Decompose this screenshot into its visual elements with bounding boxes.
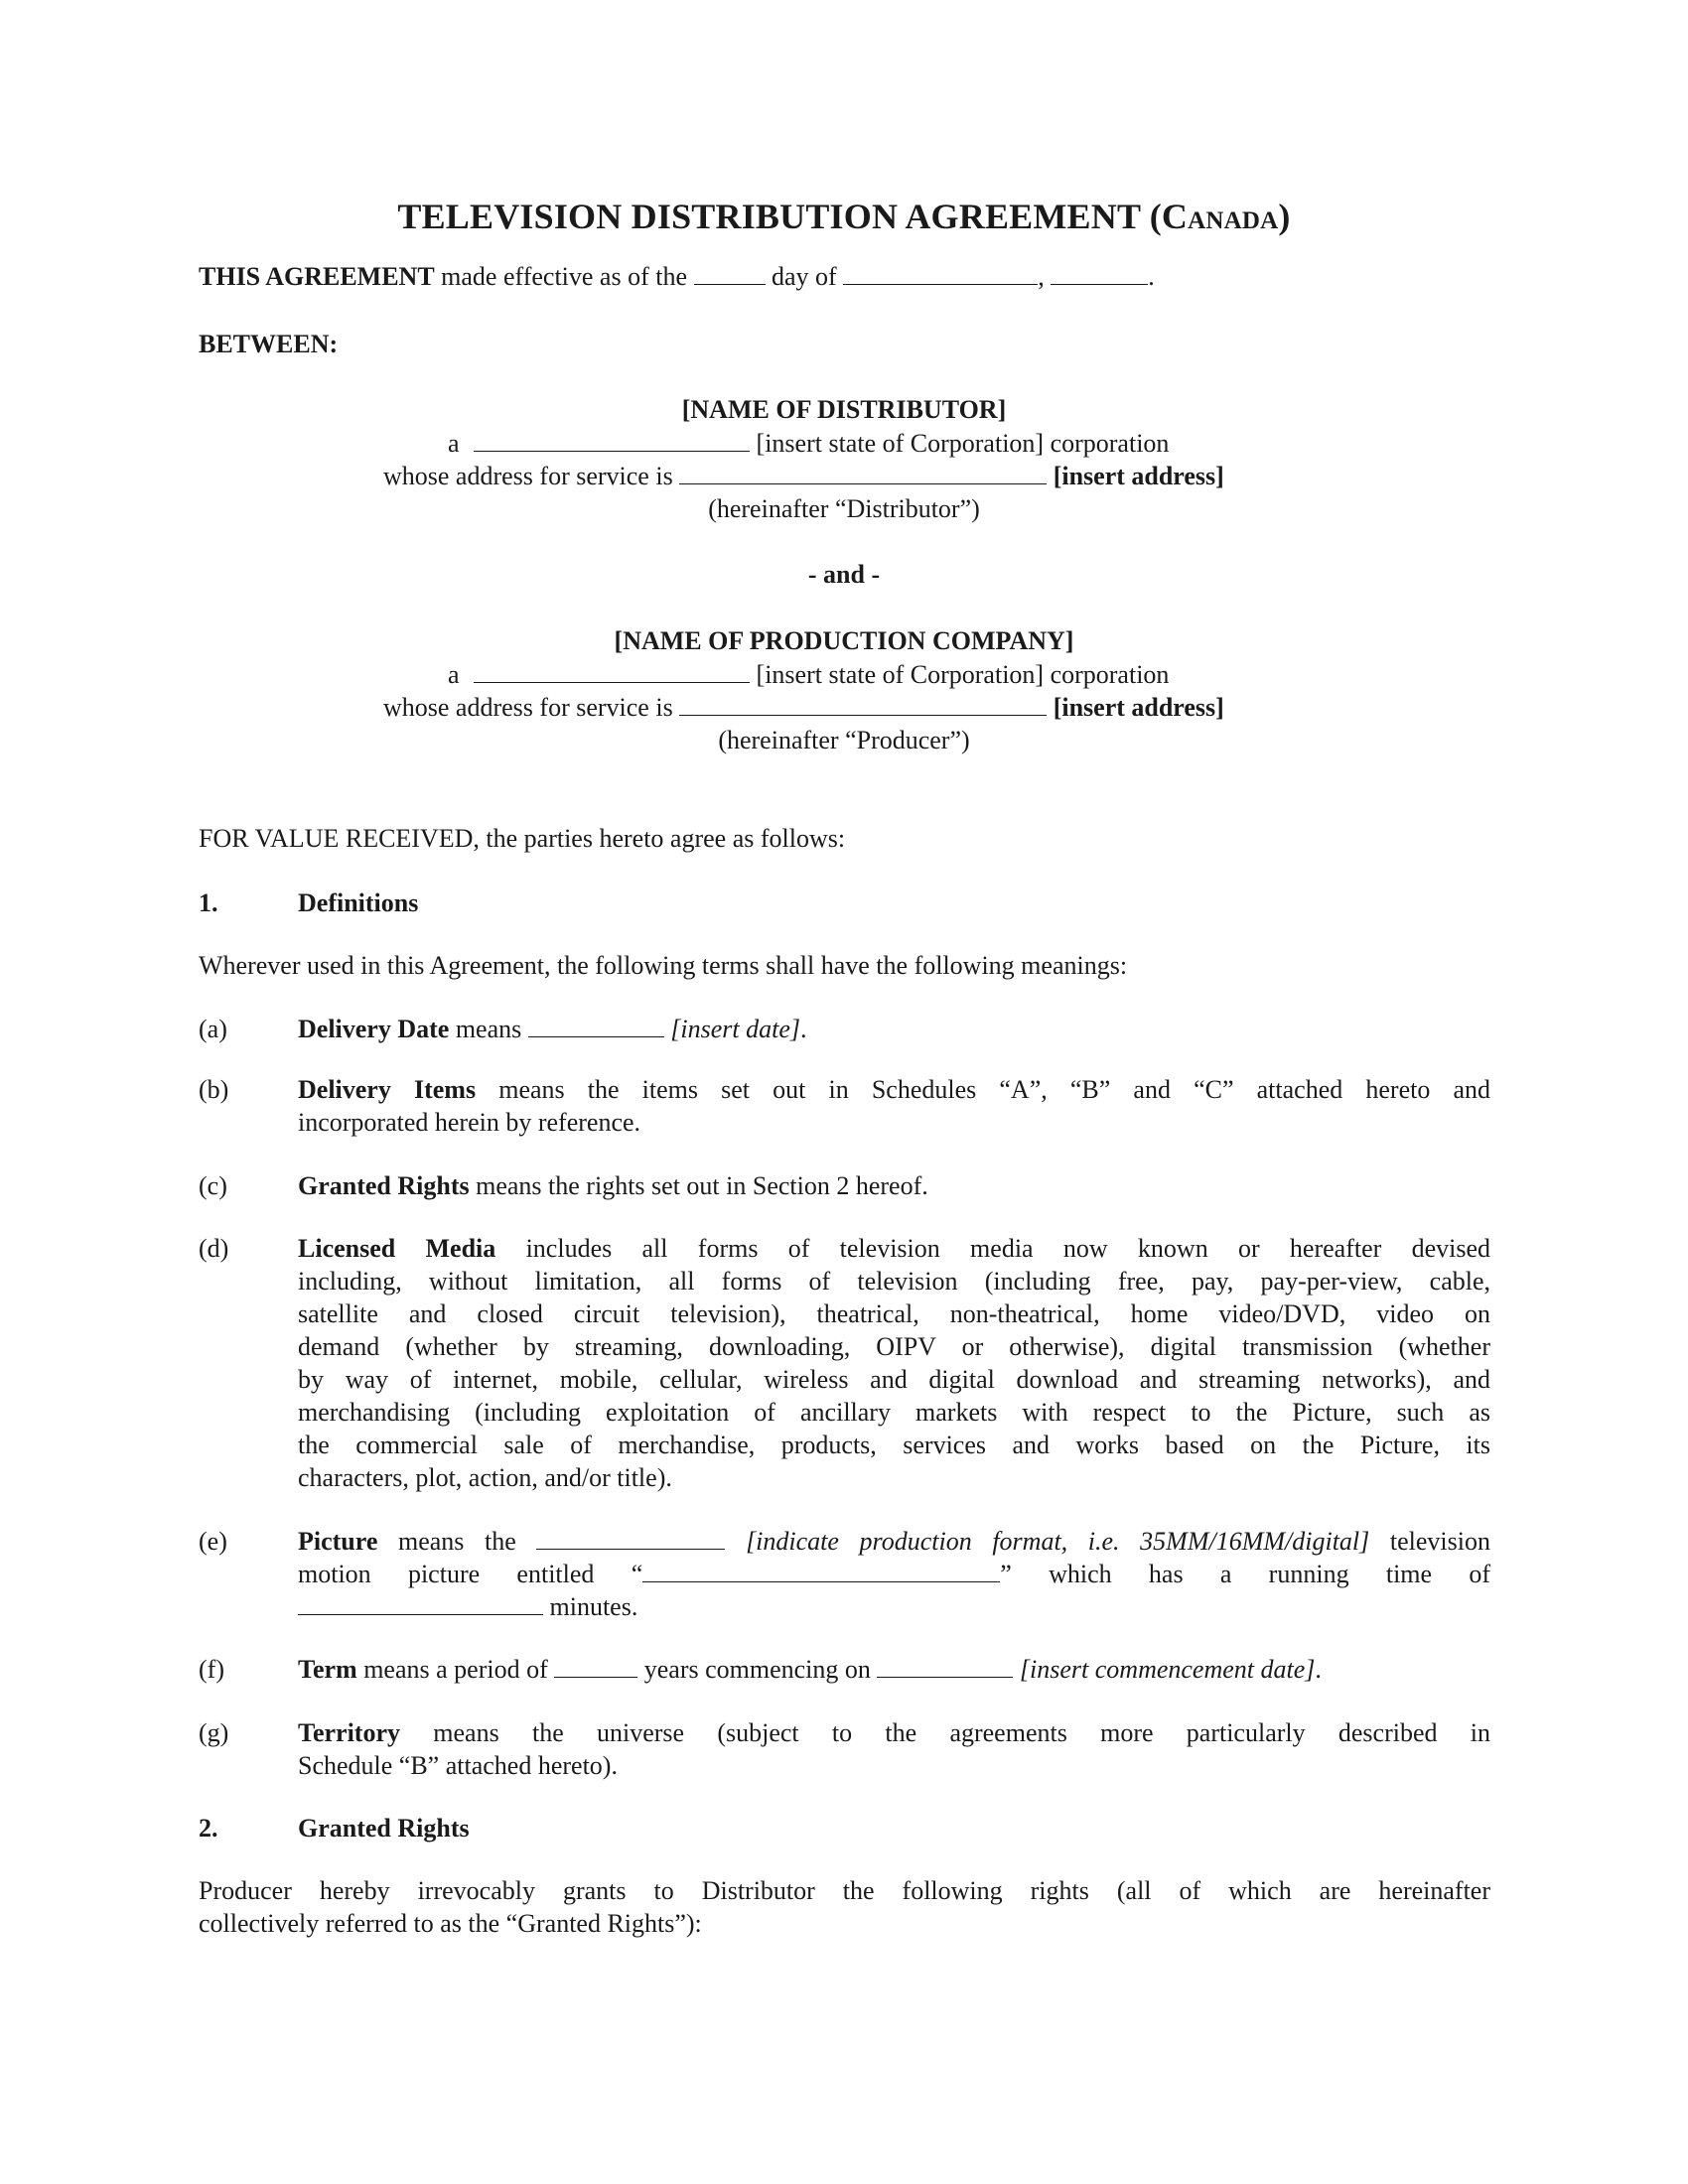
distributor-state-blank[interactable] xyxy=(474,429,750,452)
distributor-state-line xyxy=(448,427,1169,460)
def-d-line4: demand (whether by streaming, downloading, OIPV or otherwise), digital transmission (whether xyxy=(298,1332,1490,1361)
def-g-label: (g) xyxy=(199,1718,229,1747)
def-a-end: . xyxy=(799,1015,807,1043)
producer-state-line xyxy=(448,658,1169,691)
def-f-hint: [insert commencement date] xyxy=(1019,1655,1316,1684)
intro-period: . xyxy=(1148,262,1155,291)
distributor-state-hint: [insert state of Corporation] corporation xyxy=(756,429,1170,458)
def-f-period: means a period of xyxy=(363,1655,548,1684)
distributor-address-blank[interactable] xyxy=(679,462,1047,484)
def-c-text xyxy=(298,1169,928,1202)
commencement-date-blank[interactable] xyxy=(877,1655,1013,1678)
distributor-a: a xyxy=(448,429,460,458)
def-b-line2: incorporated herein by reference. xyxy=(298,1108,641,1137)
producer-hereinafter: (hereinafter “Producer”) xyxy=(718,726,970,754)
def-b-term: Delivery Items xyxy=(298,1075,477,1104)
title-close: ) xyxy=(1278,197,1291,236)
section1-intro: Wherever used in this Agreement, the following terms shall have the following meanings: xyxy=(199,951,1128,980)
def-f-text xyxy=(298,1653,1322,1686)
section1-heading: Definitions xyxy=(298,888,419,917)
def-e-term: Picture xyxy=(298,1527,378,1556)
def-b-label: (b) xyxy=(199,1075,229,1104)
def-e-television: television xyxy=(1389,1527,1490,1556)
def-a-label: (a) xyxy=(199,1015,227,1043)
def-e-line3 xyxy=(298,1590,637,1623)
producer-address-blank[interactable] xyxy=(679,693,1047,716)
between-label: BETWEEN: xyxy=(199,330,339,358)
def-d-line1-text: includes all forms of television media now known or hereafter devised xyxy=(525,1234,1491,1263)
def-e-means: means the xyxy=(398,1527,516,1556)
value-received: FOR VALUE RECEIVED, the parties hereto agree as follows: xyxy=(199,824,846,853)
document-title xyxy=(0,195,1688,238)
def-e-label: (e) xyxy=(199,1527,227,1556)
section2-number: 2. xyxy=(199,1814,218,1843)
running-time-blank[interactable] xyxy=(298,1592,543,1615)
intro-comma: , xyxy=(1038,262,1045,291)
distributor-name: [NAME OF DISTRIBUTOR] xyxy=(681,395,1007,424)
def-d-line6: merchandising (including exploitation of ancillary markets with respect to the Picture, such as xyxy=(298,1398,1490,1427)
delivery-date-blank[interactable] xyxy=(528,1015,664,1037)
def-g-line1 xyxy=(298,1716,1490,1749)
section1-number: 1. xyxy=(199,888,218,917)
def-a-means: means xyxy=(455,1015,522,1043)
month-blank[interactable] xyxy=(843,262,1038,285)
section2-heading: Granted Rights xyxy=(298,1814,470,1843)
def-c-label: (c) xyxy=(199,1171,227,1200)
def-d-line2: including, without limitation, all forms of television (including free, pay, pay-per-view, cable, xyxy=(298,1267,1490,1296)
def-a-text xyxy=(298,1013,806,1045)
producer-address-line xyxy=(383,691,1224,724)
def-d-label: (d) xyxy=(199,1234,229,1263)
def-a-hint: [insert date] xyxy=(670,1015,800,1043)
def-a-term: Delivery Date xyxy=(298,1015,450,1043)
def-d-line5: by way of internet, mobile, cellular, wireless and digital download and streaming networks), and xyxy=(298,1365,1490,1394)
def-b-line1 xyxy=(298,1073,1490,1106)
and-separator: - and - xyxy=(807,560,881,589)
def-e-hint: [indicate production format, i.e. 35MM/16MM/digital] xyxy=(746,1527,1370,1556)
producer-state-blank[interactable] xyxy=(474,660,750,683)
intro-rest: made effective as of the xyxy=(441,262,688,291)
year-blank[interactable] xyxy=(1051,262,1148,285)
title-country: Canada xyxy=(1161,197,1279,236)
producer-address-hint: [insert address] xyxy=(1053,693,1224,722)
section2-line1: Producer hereby irrevocably grants to Distributor the following rights (all of which are hereinafter xyxy=(199,1876,1490,1905)
production-format-blank[interactable] xyxy=(536,1527,725,1550)
producer-a: a xyxy=(448,660,460,689)
def-f-end: . xyxy=(1315,1655,1322,1684)
def-g-line2: Schedule “B” attached hereto). xyxy=(298,1751,618,1780)
def-e-line2 xyxy=(298,1558,1490,1590)
def-d-line1 xyxy=(298,1232,1490,1265)
def-c-body: means the rights set out in Section 2 hereof. xyxy=(476,1171,928,1200)
def-d-line7: the commercial sale of merchandise, products, services and works based on the Picture, its xyxy=(298,1431,1490,1459)
def-d-line3: satellite and closed circuit television), theatrical, non-theatrical, home video/DVD, video on xyxy=(298,1299,1490,1328)
def-c-term: Granted Rights xyxy=(298,1171,470,1200)
def-d-line8: characters, plot, action, and/or title). xyxy=(298,1463,672,1492)
def-f-label: (f) xyxy=(199,1655,224,1684)
picture-title-blank[interactable] xyxy=(642,1560,1000,1582)
def-f-commencing: years commencing on xyxy=(643,1655,871,1684)
term-years-blank[interactable] xyxy=(554,1655,637,1678)
distributor-address-prefix: whose address for service is xyxy=(383,462,673,490)
def-g-term: Territory xyxy=(298,1718,400,1747)
def-b-line1-text: means the items set out in Schedules “A”, “B” and “C” attached hereto and xyxy=(498,1075,1491,1104)
producer-name: [NAME OF PRODUCTION COMPANY] xyxy=(614,626,1074,655)
intro-day-of: day of xyxy=(772,262,837,291)
section2-line2: collectively referred to as the “Granted Rights”): xyxy=(199,1909,702,1938)
agreement-intro xyxy=(199,260,1155,293)
distributor-address-hint: [insert address] xyxy=(1053,462,1224,490)
def-f-term: Term xyxy=(298,1655,357,1684)
def-e-running-time: ” which has a running time of xyxy=(1000,1560,1491,1588)
def-e-entitled: motion picture entitled “ xyxy=(298,1560,643,1588)
distributor-hereinafter: (hereinafter “Distributor”) xyxy=(708,494,980,523)
day-blank[interactable] xyxy=(694,262,766,285)
producer-address-prefix: whose address for service is xyxy=(383,693,673,722)
title-main: TELEVISION DISTRIBUTION AGREEMENT ( xyxy=(397,197,1162,236)
def-e-minutes: minutes. xyxy=(549,1592,638,1621)
distributor-address-line xyxy=(383,460,1224,492)
producer-state-hint: [insert state of Corporation] corporation xyxy=(756,660,1170,689)
def-d-term: Licensed Media xyxy=(298,1234,496,1263)
intro-lead: THIS AGREEMENT xyxy=(199,262,435,291)
def-g-line1-text: means the universe (subject to the agreements more particularly described in xyxy=(433,1718,1491,1747)
def-e-line1 xyxy=(298,1525,1490,1558)
